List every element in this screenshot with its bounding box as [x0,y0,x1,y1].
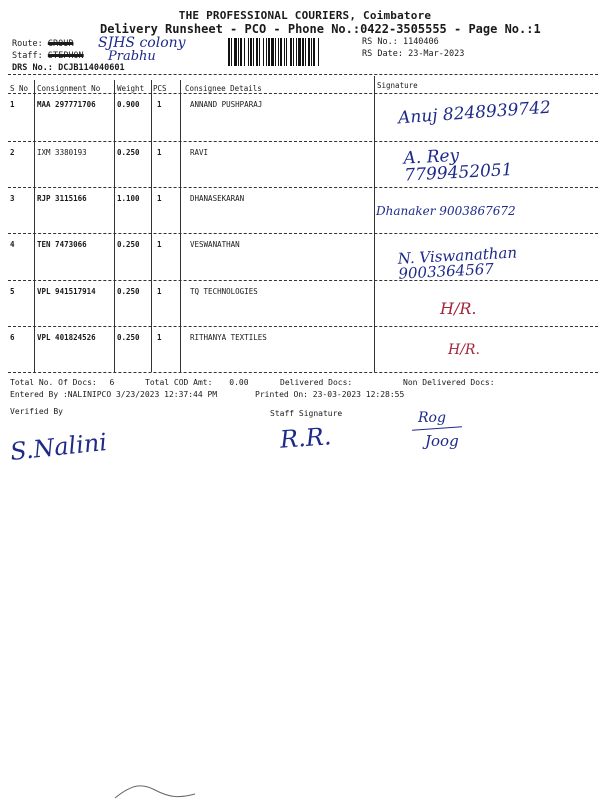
col-header-consignment: Consignment No [37,84,101,93]
barcode-bar [256,38,258,66]
table-bottom-rule [8,372,598,373]
handwritten-underline [412,426,462,430]
barcode-bar [313,38,315,66]
row-consignment: IXM 3380193 [37,148,87,157]
row-signature: H/R. [448,342,480,358]
route-label: Route: [12,39,43,49]
barcode-bar [298,38,301,66]
row-weight: 0.250 [117,287,140,296]
route-handwritten: SJHS colony [98,35,186,51]
barcode-bar [238,38,239,66]
total-cod-value: 0.00 [229,378,249,387]
delivered-docs-label: Delivered Docs: [280,378,353,387]
table-row[interactable] [0,233,600,283]
barcode-bar [263,38,264,66]
barcode-bar [275,38,276,66]
row-pcs: 1 [157,333,162,342]
row-consignment: VPL 401824526 [37,333,96,342]
row-consignee: VESWANATHAN [190,240,240,249]
barcode-bar [234,38,237,66]
barcode-bar [244,38,245,66]
barcode-bar [290,38,292,66]
staff-signature-label: Staff Signature [270,409,343,418]
row-sno: 2 [10,148,15,157]
non-delivered-docs-label: Non Delivered Docs: [403,378,495,387]
barcode-bar [248,38,249,66]
row-sno: 3 [10,194,15,203]
rs-date-label: RS Date: [362,49,403,59]
barcode-bar [228,38,230,66]
row-signature: N. Viswanathan 9003364567 [397,243,518,283]
total-docs-label: Total No. Of Docs: [10,378,97,387]
col-header-consignee: Consignee Details [185,84,262,93]
col-header-weight: Weight [117,84,145,93]
barcode-bar [318,38,319,66]
row-pcs: 1 [157,148,162,157]
barcode-bar [268,38,270,66]
staff-signature: R.R. [279,422,333,454]
total-cod-label: Total COD Amt: [145,378,213,387]
handwritten-note-top: Rog [418,410,446,426]
barcode-bar [293,38,294,66]
row-sno: 6 [10,333,15,342]
row-consignee: RITHANYA TEXTILES [190,333,267,342]
total-docs [10,378,114,387]
drs-label: DRS No.: [12,63,53,73]
row-consignment: VPL 941517914 [37,287,96,296]
row-weight: 0.250 [117,240,140,249]
rs-no-line [362,37,439,47]
row-consignee: RAVI [190,148,209,157]
staff-line [12,51,84,61]
barcode-bar [296,38,297,66]
row-pcs: 1 [157,194,162,203]
barcode-bar [311,38,312,66]
barcode-bar [231,38,232,66]
table-row[interactable] [0,93,600,141]
barcode-bar [266,38,267,66]
barcode-bar [280,38,282,66]
row-signature: H/R. [440,299,477,318]
row-signature: Anuj 8248939742 [397,97,552,129]
col-header-sno: S No [10,84,29,93]
company-name: THE PROFESSIONAL COURIERS, Coimbatore [178,9,432,22]
row-consignment: TEN 7473066 [37,240,87,249]
drs-value: DCJB114040601 [58,63,125,73]
barcode-bar [308,38,310,66]
total-docs-value: 6 [109,378,115,387]
rs-no-value: 1140406 [402,37,439,47]
barcode-bar [253,38,254,66]
row-consignee: TQ TECHNOLOGIES [190,287,258,296]
handwritten-note-bottom: Joog [425,432,459,450]
row-signature: A. Rey 7799452051 [403,145,514,186]
barcode-bar [259,38,260,66]
row-sno: 1 [10,100,15,109]
row-weight: 0.900 [117,100,140,109]
row-consignee: DHANASEKARAN [190,194,245,203]
barcode-bar [284,38,285,66]
table-row[interactable] [0,280,600,326]
row-pcs: 1 [157,287,162,296]
verified-by-label: Verified By [10,407,63,416]
barcode-bar [305,38,306,66]
barcode-bar [286,38,287,66]
staff-value-struck: STEPHON [47,51,84,61]
verified-by-signature: S.Nalini [8,428,109,466]
route-line [12,39,73,49]
table-row[interactable] [0,326,600,372]
barcode-bar [250,38,252,66]
printed-on: Printed On: 23-03-2023 12:28:55 [255,390,405,399]
row-pcs: 1 [157,100,162,109]
barcode-bar [271,38,274,66]
runsheet-title: Delivery Runsheet - PCO - Phone No.:0422-3505555 - Page No.:1 [100,22,541,36]
rs-date-line [362,49,464,59]
barcode-bar [240,38,242,66]
row-pcs: 1 [157,240,162,249]
row-weight: 0.250 [117,333,140,342]
barcode-bar [278,38,279,66]
row-sno: 5 [10,287,15,296]
barcode-bar [302,38,304,66]
route-value-struck: GROUR [47,39,74,49]
drs-line [12,63,125,73]
staff-handwritten: Prabhu [108,49,156,64]
table-top-rule [8,74,598,75]
entered-by: Entered By :NALINIPCO 3/23/2023 12:37:44 PM [10,390,218,399]
row-signature: Dhanaker 9003867672 [376,204,516,218]
row-consignment: RJP 3115166 [37,194,87,203]
staff-label: Staff: [12,51,43,61]
rs-date-value: 23-Mar-2023 [408,49,465,59]
row-weight: 1.100 [117,194,140,203]
row-consignment: MAA 297771706 [37,100,96,109]
row-weight: 0.250 [117,148,140,157]
barcode-image [228,38,356,66]
rs-no-label: RS No.: [362,37,398,47]
col-header-signature: Signature [377,81,418,90]
table-row[interactable] [0,141,600,187]
scan-smudge-mark [110,780,200,800]
row-consignee: ANNAND PUSHPARAJ [190,100,263,109]
table-row[interactable] [0,187,600,233]
total-cod [145,378,249,387]
col-header-pcs: PCS [153,84,167,93]
row-sno: 4 [10,240,15,249]
